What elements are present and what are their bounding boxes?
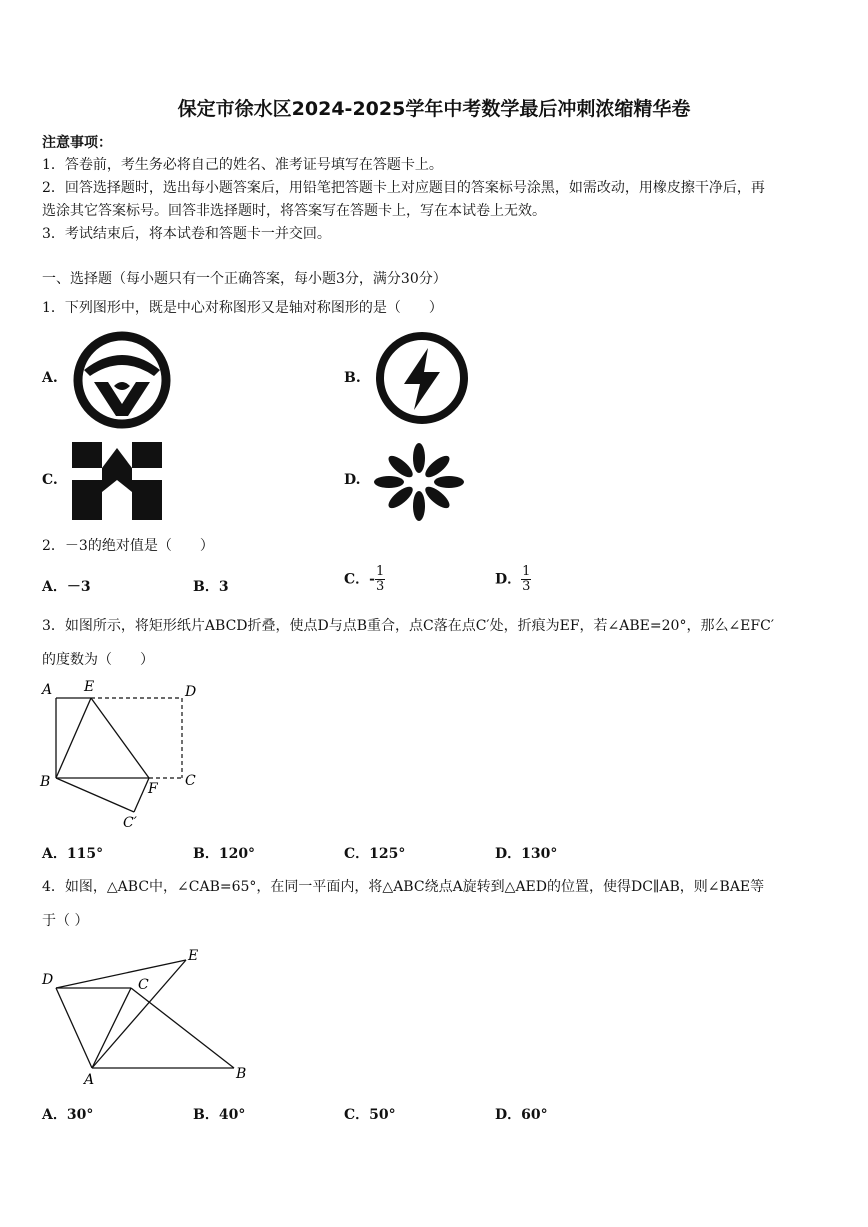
q2-option-d-prefix: D． <box>495 571 522 588</box>
q1-option-a-label: A. <box>42 370 58 386</box>
q2-option-c <box>344 565 385 594</box>
section-heading: 一、选择题（每小题只有一个正确答案，每小题3分，满分30分） <box>42 271 447 287</box>
q3-option-d: D．130° <box>495 846 558 862</box>
point-label: B <box>236 1066 247 1082</box>
q3-option-c: C．125° <box>344 846 406 862</box>
q3-rectangle-fold-figure <box>36 678 206 834</box>
point-label: E <box>84 679 95 695</box>
point-label: C <box>185 773 196 789</box>
point-label: F <box>148 781 158 797</box>
flower-petal-icon <box>372 442 466 522</box>
fraction-numerator: 1 <box>375 564 385 579</box>
point-label: D <box>42 972 54 988</box>
fraction <box>521 565 531 594</box>
q4-option-b: B．40° <box>193 1107 246 1123</box>
q2-option-a: A．－3 <box>42 579 91 595</box>
fraction-denominator: 3 <box>522 579 531 594</box>
question-1-stem: 1．下列图形中，既是中心对称图形又是轴对称图形的是（ ） <box>42 300 443 316</box>
checker-pattern-icon <box>70 440 164 522</box>
fraction-numerator: 1 <box>522 564 531 579</box>
point-label: D <box>185 684 197 700</box>
q2-option-b: B．3 <box>193 579 229 595</box>
fraction <box>375 565 385 594</box>
notice-item: 选涂其它答案标号。回答非选择题时，将答案写在答题卡上，写在本试卷上无效。 <box>42 203 546 219</box>
q3-option-b: B．120° <box>193 846 256 862</box>
question-4-stem-cont: 于（ ） <box>42 913 89 929</box>
q1-option-c-label: C. <box>42 472 58 488</box>
q4-option-a: A．30° <box>42 1107 94 1123</box>
q4-rotation-triangle-figure <box>36 944 256 1090</box>
q1-option-d-label: D. <box>344 472 361 488</box>
point-label: A <box>84 1072 95 1088</box>
point-label: C <box>138 977 149 993</box>
q2-option-c-prefix: C．- <box>344 571 375 588</box>
point-label: A <box>42 682 53 698</box>
notice-heading: 注意事项： <box>42 135 112 151</box>
point-label: C′ <box>123 815 137 831</box>
notice-item: 3．考试结束后，将本试卷和答题卡一并交回。 <box>42 226 331 242</box>
q3-option-a: A．115° <box>42 846 104 862</box>
point-label: B <box>40 774 51 790</box>
question-3-stem: 3．如图所示，将矩形纸片ABCD折叠，使点D与点B重合，点C落在点C′处，折痕为EF，若∠ABE=20°，那么∠EFC′ <box>42 618 774 634</box>
page-title: 保定市徐水区2024-2025学年中考数学最后冲刺浓缩精华卷 <box>177 98 691 120</box>
question-2-stem: 2．－3的绝对值是（ ） <box>42 538 214 554</box>
q1-option-b-label: B. <box>344 370 361 386</box>
lightning-circle-icon <box>370 326 474 430</box>
notice-item: 1．答卷前，考生务必将自己的姓名、准考证号填写在答题卡上。 <box>42 157 443 173</box>
notice-item: 2．回答选择题时，选出每小题答案后，用铅笔把答题卡上对应题目的答案标号涂黑，如需改动，用橡皮擦干净后，再 <box>42 180 765 196</box>
question-4-stem: 4．如图，△ABC中，∠CAB=65°，在同一平面内，将△ABC绕点A旋转到△AED的位置，使得DC∥AB，则∠BAE等 <box>42 879 765 895</box>
fraction-denominator: 3 <box>375 579 385 594</box>
q2-option-d <box>495 565 531 594</box>
point-label: E <box>188 948 199 964</box>
q4-option-d: D．60° <box>495 1107 548 1123</box>
q4-option-c: C．50° <box>344 1107 396 1123</box>
question-3-stem-cont: 的度数为（ ） <box>42 652 154 668</box>
v-circle-logo-icon <box>70 330 174 430</box>
